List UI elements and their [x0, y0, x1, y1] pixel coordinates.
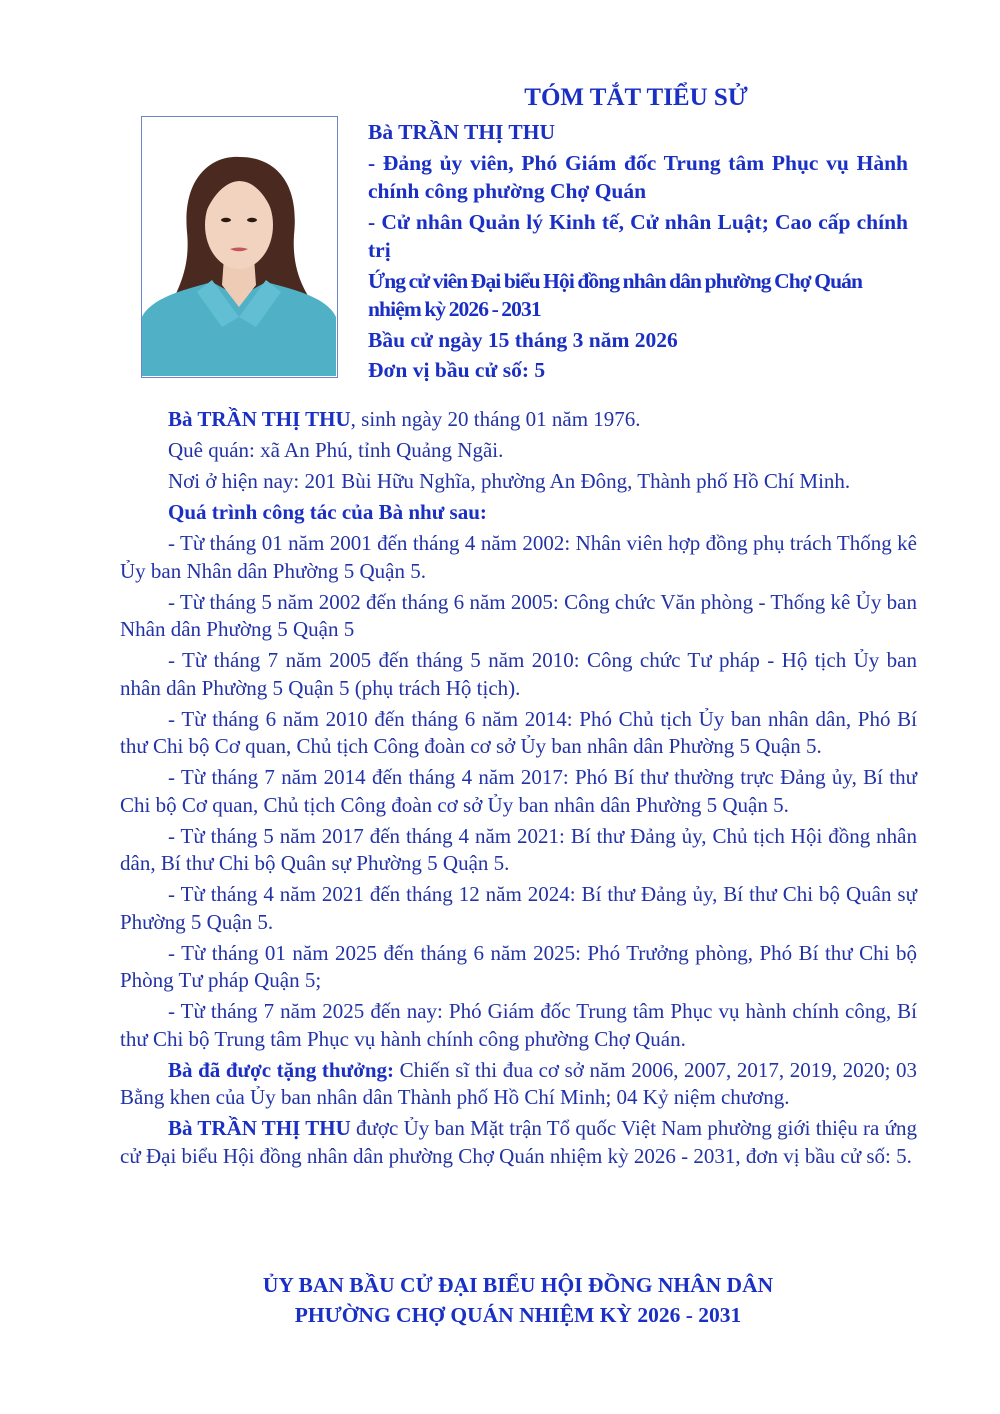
committee-line-1: ỦY BAN BẦU CỬ ĐẠI BIỂU HỘI ĐỒNG NHÂN DÂN [262, 1273, 774, 1297]
awards-text: Chiến sĩ thi đua cơ sở năm 2006, 2007, 2017, 2019, 2020; 03 Bằng khen của Ủy ban nhân dân Thành phố Hồ Chí Minh; 04 Kỷ niệm chương. [120, 1057, 917, 1109]
electoral-unit: Đơn vị bầu cử số: 5 [368, 358, 546, 382]
biography-body [120, 406, 917, 1174]
career-item: - Từ tháng 4 năm 2021 đến tháng 12 năm 2024: Bí thư Đảng ủy, Bí thư Chi bộ Quân sự Phường 5 Quận 5. [120, 882, 917, 934]
bio-birth-text: , sinh ngày 20 tháng 01 năm 1976. [350, 407, 641, 431]
bio-name: Bà TRẦN THỊ THU [168, 407, 351, 431]
career-heading-text: Quá trình công tác của Bà như sau: [168, 500, 487, 524]
nomination [120, 1115, 917, 1170]
candidate-position: - Đảng ủy viên, Phó Giám đốc Trung tâm Phục vụ Hành chính công phường Chợ Quán [368, 150, 908, 203]
career-item: - Từ tháng 5 năm 2017 đến tháng 4 năm 2021: Bí thư Đảng ủy, Chủ tịch Hội đồng nhân dân, Bí thư Chi bộ Quân sự Phường 5 Quận 5. [120, 823, 917, 875]
career-item: - Từ tháng 7 năm 2014 đến tháng 4 năm 2017: Phó Bí thư thường trực Đảng ủy, Bí thư Chi bộ Cơ quan, Chủ tịch Công đoàn cơ sở Ủy ban nhân dân Phường 5 Quận 5. [120, 765, 917, 817]
awards [120, 1057, 917, 1112]
career-item: - Từ tháng 7 năm 2025 đến nay: Phó Giám đốc Trung tâm Phục vụ hành chính công, Bí thư Chi bộ Trung tâm Phục vụ hành chính công phường Chợ Quán. [120, 999, 917, 1051]
candidate-education: - Cử nhân Quản lý Kinh tế, Cử nhân Luật; Cao cấp chính trị [368, 209, 908, 262]
election-date: Bầu cử ngày 15 tháng 3 năm 2026 [368, 327, 678, 352]
career-item: - Từ tháng 01 năm 2025 đến tháng 6 năm 2025: Phó Trưởng phòng, Phó Bí thư Chi bộ Phòng Tư pháp Quận 5; [120, 940, 917, 992]
bio-residence: Nơi ở hiện nay: 201 Bùi Hữu Nghĩa, phường An Đông, Thành phố Hồ Chí Minh. [168, 469, 851, 493]
awards-label: Bà đã được tặng thưởng: [168, 1057, 395, 1082]
issuing-committee [0, 1270, 1000, 1330]
bio-birth [120, 406, 917, 434]
candidate-portrait [141, 116, 338, 378]
career-item: - Từ tháng 6 năm 2010 đến tháng 6 năm 2014: Phó Chủ tịch Ủy ban nhân dân, Phó Bí thư Chi bộ Cơ quan, Chủ tịch Công đoàn cơ sở Ủy ban nhân dân Phường 5 Quận 5. [120, 706, 917, 758]
candidate-candidacy: Ứng cử viên Đại biểu Hội đồng nhân dân phường Chợ Quán nhiệm kỳ 2026 - 2031 [368, 268, 863, 321]
bio-hometown: Quê quán: xã An Phú, tỉnh Quảng Ngãi. [168, 438, 504, 462]
career-item: - Từ tháng 01 năm 2001 đến tháng 4 năm 2002: Nhân viên hợp đồng phụ trách Thống kê Ủy ban Nhân dân Phường 5 Quận 5. [120, 531, 917, 583]
career-heading [120, 499, 917, 527]
candidate-header [368, 118, 908, 387]
candidate-name: Bà TRẦN THỊ THU [368, 120, 555, 144]
career-item: - Từ tháng 5 năm 2002 đến tháng 6 năm 2005: Công chức Văn phòng - Thống kê Ủy ban Nhân dân Phường 5 Quận 5 [120, 589, 917, 641]
nomination-text: được Ủy ban Mặt trận Tổ quốc Việt Nam phường giới thiệu ra ứng cử Đại biểu Hội đồng nhân dân phường Chợ Quán nhiệm kỳ 2026 - 2031, đơn vị bầu cử số: 5. [120, 1116, 917, 1168]
nomination-name: Bà TRẦN THỊ THU [168, 1116, 351, 1140]
document-title: TÓM TẮT TIỂU SỬ [524, 84, 748, 111]
committee-line-2: PHƯỜNG CHỢ QUÁN NHIỆM KỲ 2026 - 2031 [294, 1303, 742, 1327]
career-item: - Từ tháng 7 năm 2005 đến tháng 5 năm 2010: Công chức Tư pháp - Hộ tịch Ủy ban nhân dân Phường 5 Quận 5 (phụ trách Hộ tịch). [120, 648, 917, 700]
